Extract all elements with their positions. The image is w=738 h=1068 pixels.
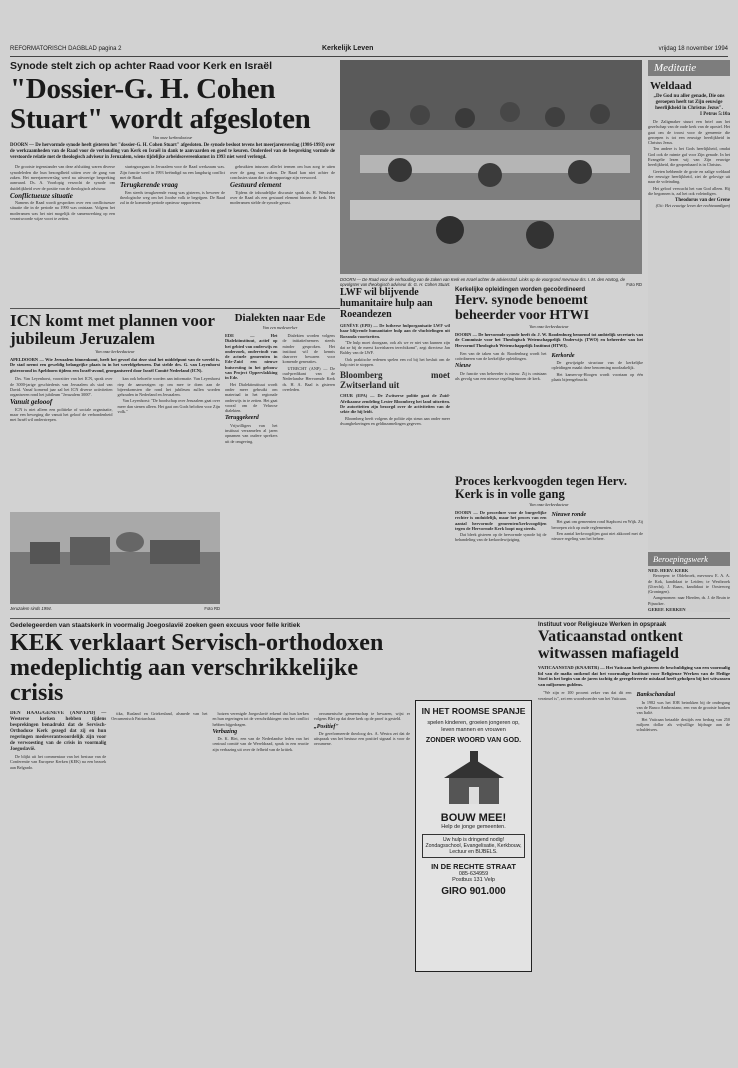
photo-credit: Foto RD <box>626 282 642 287</box>
htwi-subhead: Kerkorde <box>551 352 575 359</box>
icn-byline: Van onze kerkredacteur <box>95 349 135 354</box>
dialect-paragraph: Dialekten worden volgens de initiatiefnemers steeds minder gesproken. Het instituut wil de kennis daarover bewaren voor komende generaties. <box>282 333 335 365</box>
meditatie-paragraph: De Zaligmaker stuurt een brief aan het gezelschap van de oude kerk van de apostel. Het gaat om de troost voor de gemeente die geroepen is tot een eeuwige heerlijkheid in Christus Jezus. <box>648 119 730 146</box>
synod-photo <box>340 60 642 274</box>
dialect-paragraph: UTRECHT (ANP) — De oud-predikant van de Nederlandse Hervormde Kerk ds. H. A. Baal is gisteren overleden. <box>282 365 335 392</box>
icn-lead: APELDOORN — Wie Jeruzalem binnenkomt, heeft het gevoel dat deze stad het middelpunt van de wereld is. De stad neemt een geweldig belangrijke plaats in in het wereldgebeuren. Dat stelde drs. G. van Leyenhorst gisteravond in Apeldoorn tijdens een Israël-avond, georganiseerd door Israël Comité Nederland (ICN). <box>10 357 220 373</box>
meditatie-verse: „De God nu aller genade, Die ons geroepen heeft tot Zijn eeuwige heerlijkheid in Christus Jezus". <box>653 94 725 111</box>
serbia-subhead: „Positief" <box>313 723 339 730</box>
ad-call-to-action: BOUW MEE! <box>440 812 507 824</box>
serbia-subhead: Verbazing <box>212 728 238 735</box>
ad-giro: GIRO 901.000 <box>441 886 506 897</box>
ad-address: Postbus 131 Velp <box>452 877 495 883</box>
htwi-paragraph: Een van de taken van dr. Roodenburg wordt het coördineren van de kerkelijke opleidingen. <box>455 350 547 362</box>
masthead <box>10 44 728 57</box>
divider <box>10 308 340 309</box>
serbia-article <box>10 622 410 1036</box>
proces-article <box>455 475 643 602</box>
main-paragraph: Een steeds terugkerende vraag was gisteren, is bewerer de theologische weg om het Joodse volk te begrijpen. De Raad zal in de komende periode opnieuw rapporteren. <box>120 189 225 206</box>
ad-text: Uw hulp is dringend nodig! Zondagsschool, Evangelisatie, Kerkbouw, Lectuur en BIJBELS. <box>422 834 525 858</box>
main-paragraph: Namens de Raad wordt gesproken over een conflictueuze situatie die in de periode na 1990 was ontstaan. Volgens het moderamen was het niet mogelijk de samenwerking op een verantwoorde wijze voort te zetten. <box>10 200 115 222</box>
serbia-paragraph: De gereformeerde theoloog drs. A. Westra zei dat de uitspraak van het bestuur een positief signaal is voor de oecumene. <box>313 730 410 747</box>
lwf-headline: LWF wil blijvende humanitaire hulp aan Roeandezen <box>340 287 433 320</box>
bloomberg-lead: CHUR (EPA) — De Zwitserse politie gaat de Zuid-Afrikaanse zendeling Lester Bloomberg het land uitzetten. De autoriteiten zijn bezorgd over de activiteiten van de sekte die hij leidt. <box>340 393 450 415</box>
divider <box>10 618 730 619</box>
jerusalem-caption <box>10 606 220 611</box>
masthead-section: Kerkelijk Leven <box>322 45 374 52</box>
synod-photo-image <box>340 60 642 274</box>
meditatie-reference: I Petrus 5:10a <box>700 112 730 117</box>
serbia-headline-line1: KEK verklaart Servisch-orthodoxen <box>10 630 384 656</box>
serbia-headline-line2: medeplichtig aan verschrikkelijke crisis <box>10 655 358 706</box>
vatican-paragraph: In 1982 was het IOR betrokken bij de ondergang van de Banco Ambrosiano, een van de grootste banken van Italië. <box>636 699 730 716</box>
ad-text: spelen kinderen, groeien jongeren op, leven mannen en vrouwen <box>427 720 520 733</box>
main-paragraph: De grootste tegenstander van deze afsluiting waren diverse synodeleden die hun bezorgdheid uitten over de gang van zaken. Het meerjarenverslag werd na uitvoerige bespreking aanvaard. Ds. A. Voorlopig verzocht de synode om duidelijkheid over de positie van de theologisch adviseur. <box>10 164 115 191</box>
proces-paragraph: Dat bleek gisteren op de hervormde synode bij de behandeling van de kerkordewijziging. <box>455 532 547 543</box>
call-notice: Beroepen: te Oldebroek, mevrouw E. A. A. de Kok, kandidaat te Leiden; te Westbroek (Utrecht), J. Baars, kandidaat te Oosterweg (Groningen). <box>648 573 730 595</box>
serbia-paragraph: tika, Rusland en Griekenland, alsmede van het Oecumenisch Patriarchaat. <box>111 711 208 722</box>
church-icon <box>439 751 509 806</box>
meditatie-author-note: (Uit: Het eeuwige leven der rechtvaardigen) <box>655 203 730 209</box>
serbia-lead: DEN HAAG/GENÈVE (ANP/EPD) — Westerse kerken hebben tijdens besprekingen benadrukt dat de Servisch-Orthodoxe Kerk gezegd dat zij en hun regeringen medeverantwoordelijk zijn voor de verwoesting van de crisis in voormalig Joegoslavië. <box>10 711 107 752</box>
ad-organisation: IN DE RECHTE STRAAT <box>431 862 516 871</box>
icn-headline: ICN komt met plannen voor jubileum Jeruzalem <box>10 311 215 348</box>
main-paragraph: Tijdens de inhoudelijke discussie sprak ds. H. Wendsten over de Raad als een gestuurd element binnen de kerk. Het moderamen stelde de synode gerust. <box>230 189 335 206</box>
denomination-heading: NED. HERV. KERK <box>648 568 689 573</box>
main-headline-line2: Stuart" wordt afgesloten <box>10 103 311 135</box>
vatican-body <box>538 690 730 945</box>
proces-byline: Van onze kerkredacteur <box>529 502 569 507</box>
proces-body <box>455 510 643 602</box>
masthead-left: REFORMATORISCH DAGBLAD pagina 2 <box>10 46 122 52</box>
dialect-body <box>225 333 335 445</box>
vatican-kicker: Instituut voor Religieuze Werken in opspraak <box>538 622 667 628</box>
main-headline <box>10 74 335 134</box>
dialect-paragraph: Vrijwilligers van het instituut verzamelen al jaren opnamen van oudere sprekers uit de omgeving. <box>225 422 278 444</box>
lwf-lead: GENÈVE (EPD) — De lutherse hulporganisatie LWF wil haar blijvende humanitaire hulp aan de vluchtelingen uit Roeanda voortzetten. <box>340 323 450 339</box>
dialect-paragraph: Het Dialektinstituut wordt onder meer gebruikt om materiaal in het regionale onderwijs in te zetten. Het gaat vooral om de Veluwse dialekten. <box>225 381 278 414</box>
vatican-subhead: Bankschandaal <box>636 692 676 699</box>
serbia-paragraph: Dr. K. Blei, een van de Nederlandse leden van het centraal comité van de Wereldraad, sprak in een reactie zijn verbazing uit over de felheid van de kritiek. <box>212 736 309 752</box>
dialect-headline: Dialekten naar Ede <box>234 312 326 324</box>
main-byline: Van onze kerkredacteur <box>152 135 193 140</box>
dialect-lead: EDE — Het Dialektinstituut, actief op het gebied van onderwijs en onderzoek, ondervindt van de actuele gemeenten in Ede-Zuid een nieuwe huisvesting in het gebouw van Project Oppervlakking in Ede. <box>225 333 278 381</box>
bloomberg-headline: Bloomberg moet Zwitserland uit <box>340 370 450 391</box>
ad-heading: IN HET ROOMSE SPANJE <box>421 706 526 716</box>
spain-ad[interactable] <box>415 700 532 972</box>
main-subhead: Gestuurd element <box>230 181 282 190</box>
call-notice: Aangenomen: naar Hierden, ds. J. de Bruin te Pijnacker. <box>648 595 730 606</box>
vatican-article <box>538 622 730 945</box>
meditatie-paragraph: Het geloof verwacht het van God alleen. Hij die begonnen is, zal het ook voleindigen. <box>648 185 730 196</box>
masthead-date: vrijdag 18 november 1994 <box>658 46 728 52</box>
serbia-paragraph: oecumenische gemeenschap te bewaren, wijst er volgens Blei op dat deze kerk op de proef is gesteld. <box>313 711 410 722</box>
lwf-paragraph: "De hulp moet doorgaan, ook als we er niet van kunnen zijn dat ze bij de meest kwetsbaren terechtkomt", zegt directeur Jan Baldry van de LWF. <box>340 339 450 356</box>
icn-article <box>10 312 220 482</box>
htwi-byline: Van onze kerkredacteur <box>529 324 569 329</box>
htwi-article <box>455 287 643 451</box>
proces-paragraph: Een aantal kerkvoogdijen gaat niet akkoord met de nieuwe regeling van het beheer. <box>551 530 643 542</box>
vatican-paragraph: Het Vaticaan betaalde destijds een bedrag van 250 miljoen dollar als vrijwillige bijdrage aan de schuldeisers. <box>636 716 730 733</box>
htwi-paragraph: Het kamen-op-Hoogen wordt voortaan op één plaats bijeengebracht. <box>551 371 643 383</box>
htwi-lead: DOORN — De hervormde synode heeft dr. J. W. Roodenburg benoemd tot ambtelijk secretaris van de Commissie voor het Theologisch Wetenschappelijk Onderwijs (TWO) en beheerder van het Hervormd Theologisch Wetenschappelijk Instituut (HTWI). <box>455 332 643 348</box>
proces-lead: DOORN — De procedure voor de burgerlijke rechter is onduidelijk, maar het proces van een aantal hervormde gemeenten/kerkvoogdijen tegen de Hervormde Kerk loopt nog steeds. <box>455 510 547 531</box>
serbia-paragraph: De blijkt uit het commentaar van het bestuur van de Conferentie van Europese Kerken (KEK) na een bezoek aan Belgrado. <box>10 754 107 770</box>
dialect-byline: Van een medewerker <box>262 325 298 330</box>
icn-paragraph: kan ook behoefte worden aan informatie. Van Leyenhorst riep de aanwezigen op om mee te doen aan de bijeenkomsten die rond het jubileum zullen worden gehouden in Nederland en Jeruzalem. <box>117 376 220 398</box>
meditatie-body <box>648 119 730 196</box>
jerusalem-photo-image <box>10 512 220 604</box>
denomination-heading: GEREF. KERKEN <box>648 607 686 612</box>
beroepingswerk-section-label: Beroepingswerk <box>648 552 730 566</box>
htwi-body <box>455 351 643 451</box>
main-lead: DOORN — De hervormde synode heeft gisteren het "dossier-G. H. Cohen Stuart" afgesloten. De synode besloot tevens het meerjarenverslag (1986-1993) over de werkzaamheden van de Raad voor de verhouding van Kerk en Israël in dank te aanvaarden en goed te keuren. Onderdeel van de bespreking vormde de verstoorde relatie met de theologisch adviseur in Jeruzalem, wiens tijdelijke arbeidsovereenkomst in 1993 niet werd verlengd. <box>10 143 335 160</box>
vatican-paragraph: "We zijn er 100 procent zeker van dat dit een verzinsel is", zei een woordvoerder van het Vaticaan. <box>538 690 632 701</box>
meditatie-paragraph: Geeten hebbende de grote en zalige weldaad der eeuwige heerlijkheid, ziet de gelovige uit naar de voleinding. <box>648 168 730 185</box>
jerusalem-photo <box>10 512 220 604</box>
vatican-lead: VATICAANSTAD (KNA/RTR) — Het Vaticaan heeft gisteren de beschuldiging van een voormalig lid van de mafia ontkend dat het voormalige Instituut voor Religieuze Werken van de Heilige Stoel in het begin van de jaren tachtig de geregeltreerde misdaad heeft geholpen bij het witwassen van miljoenen guldens. <box>538 665 730 687</box>
htwi-headline: Herv. synode benoemt beheerder voor HTWI <box>455 293 590 323</box>
icn-subhead: Vanuit gelooof <box>10 398 53 407</box>
ad-text: Help de jonge gemeenten. <box>441 824 506 830</box>
serbia-paragraph: hoizen verenigde Joegoslavië erkend dat hun kerken en hun regeringen tot de verschrikkingen van het conflict hebben bijgedragen. <box>212 711 309 727</box>
bloomberg-paragraph: Bloomberg heeft volgens de politie zijn steun aan onder meer dwangbekeringen en geldinzamelingen gegeven. <box>340 415 450 426</box>
serbia-body <box>10 711 410 1036</box>
dialect-article <box>225 312 335 612</box>
ad-emphasis: ZONDER WOORD VAN GOD. <box>425 737 522 744</box>
icn-paragraph: Van Leyenhorst: "De boodschap over Jeruzalem gaat over meer dan stenen alleen. Het gaat om Gods beloften voor Zijn volk." <box>117 398 220 414</box>
lwf-paragraph: Ook praktische redenen spelen een rol bij het besluit om de hulp niet te stoppen. <box>340 356 450 368</box>
icn-paragraph: Drs. Van Leyenhorst, voorzitter van het ICN, sprak over de 3000-jarige geschiedenis van Jeruzalem als stad van David. Vanaf komend jaar zal het ICN diverse activiteiten organiseren rond het jubileum "Jeruzalem 3000". <box>10 376 113 398</box>
beroepingswerk-body <box>648 568 730 612</box>
icn-body <box>10 376 220 482</box>
meditatie-author: Theodorus van der Grene <box>675 198 730 204</box>
icn-paragraph: ICN is niet alleen een politieke of sociale organisatie, maar een beweging die vanuit het geloof de verbondenheid met Israël wil onderstrepen. <box>10 406 113 423</box>
htwi-kicker: Kerkelijke opleidingen worden gecoördineerd <box>455 287 586 293</box>
main-article <box>10 60 335 346</box>
main-kicker: Synode stelt zich op achter Raad voor Kerk en Israël <box>10 60 273 72</box>
meditatie-section-label: Meditatie <box>648 60 730 76</box>
meditatie-sidebar <box>648 60 730 550</box>
main-headline-line1: "Dossier-G. H. Cohen <box>10 73 276 105</box>
meditatie-title: Weldaad <box>650 80 692 92</box>
main-subhead: Terugkerende vraag <box>120 181 178 190</box>
meditatie-paragraph: Ten andere is het Gods heerlijkheid, omdat God ook de ruimte gaf voor Zijn genade. In het Evangelie lezen wij van Zijn eeuwige heerlijkheid, die geopenbaard is in Christus. <box>648 146 730 168</box>
main-subhead: Conflictueuze situatie <box>10 191 73 200</box>
main-paragraph: sturingsorgaan in Jeruzalem voor de Raad werkzaam was. Zijn functie werd in 1993 beëindigd na een langdurig conflict met de Raad. <box>120 164 225 180</box>
htwi-subhead: Nieuw <box>455 363 472 370</box>
synod-photo-caption <box>340 277 642 287</box>
ad-phone: 085-634959 <box>458 871 489 877</box>
htwi-paragraph: De functie van beheerder is nieuw. Zij is ontstaan als gevolg van een nieuwe regeling binnen de kerk. <box>455 370 547 382</box>
proces-paragraph: Het gaat om gemeenten rond Staphorst en Wijk. Zij beroepen zich op oude reglementen. <box>551 519 643 530</box>
caption-text: Jeruzalem sinds 1994. <box>10 606 52 611</box>
lwf-article <box>340 287 450 612</box>
lwf-body <box>340 323 450 426</box>
htwi-paragraph: De gewijzigde structuur van de kerkelijke opleidingen maakt deze benoeming noodzakelijk. <box>551 360 643 371</box>
photo-credit: Foto RD <box>204 606 220 611</box>
caption-text: DOORN — De Raad voor de verhouding van de zaken van Kerk en Israël achter de adviesstraf. Links op de voorgrond mevrouw drs. I. M. den Hartog, de opvolgster van theologisch adviseur dr. G. H. Cohen Stuart. <box>340 277 625 287</box>
serbia-kicker: Gedelegeerden van staatskerk in voormalig Joegoslavië zoeken geen excuus voor felle kritiek <box>10 622 301 629</box>
main-paragraph: gebruikten intussen allerlei termen om hun zorg te uiten over de gang van zaken. De Raad kan niet achter de conclusies staan die in de rapportage zijn verwoord. <box>230 164 335 180</box>
vatican-headline: Vaticaanstad ontkent witwassen mafiageld <box>538 628 683 662</box>
dialect-subhead: Teruggekeerd <box>225 415 259 422</box>
proces-headline: Proces kerkvoogden tegen Herv. Kerk is in volle gang <box>455 474 627 501</box>
beroepingswerk <box>648 552 730 612</box>
serbia-headline <box>10 631 410 706</box>
proces-subhead: Nieuwe ronde <box>551 512 586 518</box>
